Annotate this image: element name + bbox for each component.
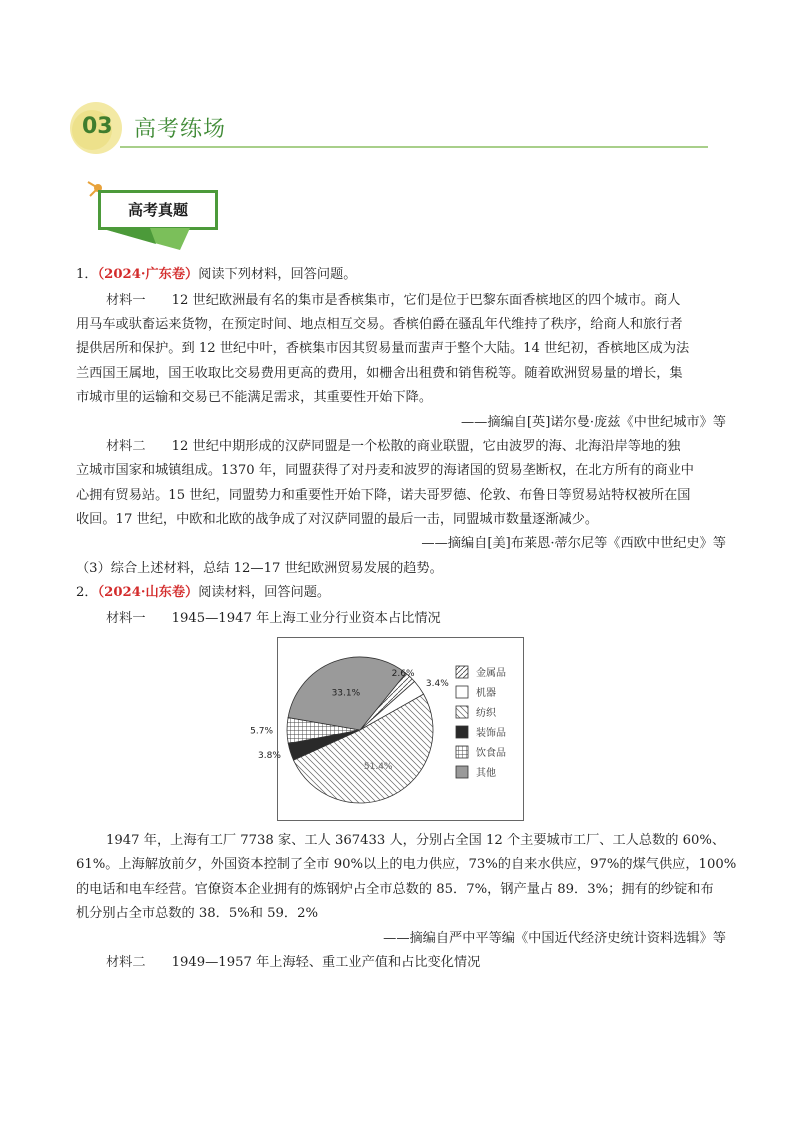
q2-heading bbox=[76, 584, 330, 602]
pie-data-label: 2.6% bbox=[391, 668, 415, 679]
section-title: 高考练场 bbox=[134, 117, 227, 142]
q1-material2-line: 材料二 12 世纪中期形成的汉萨同盟是一个松散的商业联盟，它由波罗的海、北海沿岸等地的独 bbox=[106, 439, 681, 454]
q1-material2-source: ——摘编自[美]布莱恩·蒂尔尼等《西欧中世纪史》等 bbox=[421, 536, 726, 551]
q1-material2-line: 立城市国家和城镇组成。1370 年，同盟获得了对丹麦和波罗的海诸国的贸易垄断权，在北方所有的商业中 bbox=[76, 463, 694, 478]
q1-source: （2024·广东卷） bbox=[97, 267, 199, 282]
q1-material2-line: 心拥有贸易站。15 世纪，同盟势力和重要性开始下降，诺夫哥罗德、伦敦、布鲁日等贸易站特权被所在国 bbox=[76, 488, 691, 503]
q1-material1-source: ——摘编自[英]诺尔曼·庞兹《中世纪城市》等 bbox=[460, 415, 726, 430]
q2-material1-source: ——摘编自严中平等编《中国近代经济史统计资料选辑》等 bbox=[383, 931, 726, 946]
q2-material2-caption: 1949—1957 年上海轻、重工业产值和占比变化情况 bbox=[171, 955, 481, 970]
legend-swatch bbox=[456, 666, 468, 678]
q1-prompt: 阅读下列材料，回答问题。 bbox=[198, 267, 357, 282]
pie-data-label: 5.7% bbox=[250, 726, 274, 737]
legend-label: 纺织 bbox=[476, 708, 496, 719]
q1-material1-line: 市城市里的运输和交易已不能满足需求，其重要性开始下降。 bbox=[76, 390, 433, 405]
q1-material1-line: 兰西国王属地，国王收取比交易费用更高的费用，如栅舍出租费和销售税等。随着欧洲贸易量的增长，集 bbox=[76, 366, 683, 381]
q1-material1-line: 材料一 12 世纪欧洲最有名的集市是香槟集市，它们是位于巴黎东面香槟地区的四个城市。商人 bbox=[106, 293, 681, 308]
q2-material2-label: 材料二 bbox=[106, 955, 146, 970]
legend-swatch bbox=[456, 706, 468, 718]
legend-label: 饮食品 bbox=[476, 748, 506, 759]
q2-prompt: 阅读材料，回答问题。 bbox=[198, 585, 331, 600]
pie-chart-frame bbox=[250, 637, 524, 821]
pie-data-label: 3.8% bbox=[257, 751, 281, 762]
pie-data-label: 3.4% bbox=[425, 678, 449, 689]
pie-chart bbox=[250, 638, 523, 820]
q2-material1-text-line: 的电话和电车经营。官僚资本企业拥有的炼钢炉占全市总数的 85．7%，钢产量占 89．3%；拥有的纱锭和布 bbox=[76, 882, 714, 897]
q1-material2-label: 材料二 bbox=[106, 439, 146, 454]
pie-data-label: 51.4% bbox=[363, 761, 393, 772]
exam-badge bbox=[98, 190, 218, 230]
q2-material1-text-line: 1947 年，上海有工厂 7738 家、工人 367433 人，分别占全国 12 个主要城市工厂、工人总数的 60%、 bbox=[106, 833, 726, 848]
q1-subquestion-3: （3）综合上述材料，总结 12—17 世纪欧洲贸易发展的趋势。 bbox=[76, 561, 443, 576]
q2-material1-text-line: 机分别占全市总数的 38．5%和 59．2% bbox=[76, 906, 319, 921]
legend-swatch bbox=[456, 766, 468, 778]
q2-material1-label: 材料一 bbox=[106, 611, 146, 626]
legend-label: 机器 bbox=[476, 688, 496, 699]
legend-swatch bbox=[456, 726, 468, 738]
q1-material1-line: 提供居所和保护。到 12 世纪中叶，香槟集市因其贸易量而蜚声于整个大陆。14 世纪初，香槟地区成为法 bbox=[76, 341, 690, 356]
badge-label: 高考真题 bbox=[127, 201, 188, 219]
q2-material1-caption: 1945—1947 年上海工业分行业资本占比情况 bbox=[171, 611, 441, 626]
q1-heading bbox=[76, 266, 356, 284]
section-number: 03 bbox=[82, 114, 113, 139]
legend-swatch bbox=[456, 746, 468, 758]
q2-material2-caption-line bbox=[106, 954, 480, 972]
legend-swatch bbox=[456, 686, 468, 698]
section-divider bbox=[120, 146, 708, 148]
q2-material1-caption-line bbox=[106, 610, 441, 628]
q1-material1-line: 用马车或驮畜运来货物，在预定时间、地点相互交易。香槟伯爵在骚乱年代维持了秩序，给商人和旅行者 bbox=[76, 317, 683, 332]
q1-material1-label: 材料一 bbox=[106, 293, 146, 308]
q2-material1-text-line: 61%。上海解放前夕，外国资本控制了全市 90%以上的电力供应，73%的自来水供应，97%的煤气供应，100% bbox=[76, 857, 737, 872]
badge-ribbon-tail-icon bbox=[100, 228, 190, 252]
q1-material2-line: 收回。17 世纪，中欧和北欧的战争成了对汉萨同盟的最后一击，同盟城市数量逐渐减少。 bbox=[76, 512, 599, 527]
pie-data-label: 33.1% bbox=[331, 688, 361, 699]
q2-number: 2． bbox=[76, 585, 98, 600]
q1-number: 1． bbox=[76, 267, 98, 282]
q2-source: （2024·山东卷） bbox=[97, 585, 199, 600]
legend-label: 装饰品 bbox=[476, 728, 506, 739]
legend-label: 金属品 bbox=[476, 668, 506, 679]
legend-label: 其他 bbox=[476, 768, 496, 779]
